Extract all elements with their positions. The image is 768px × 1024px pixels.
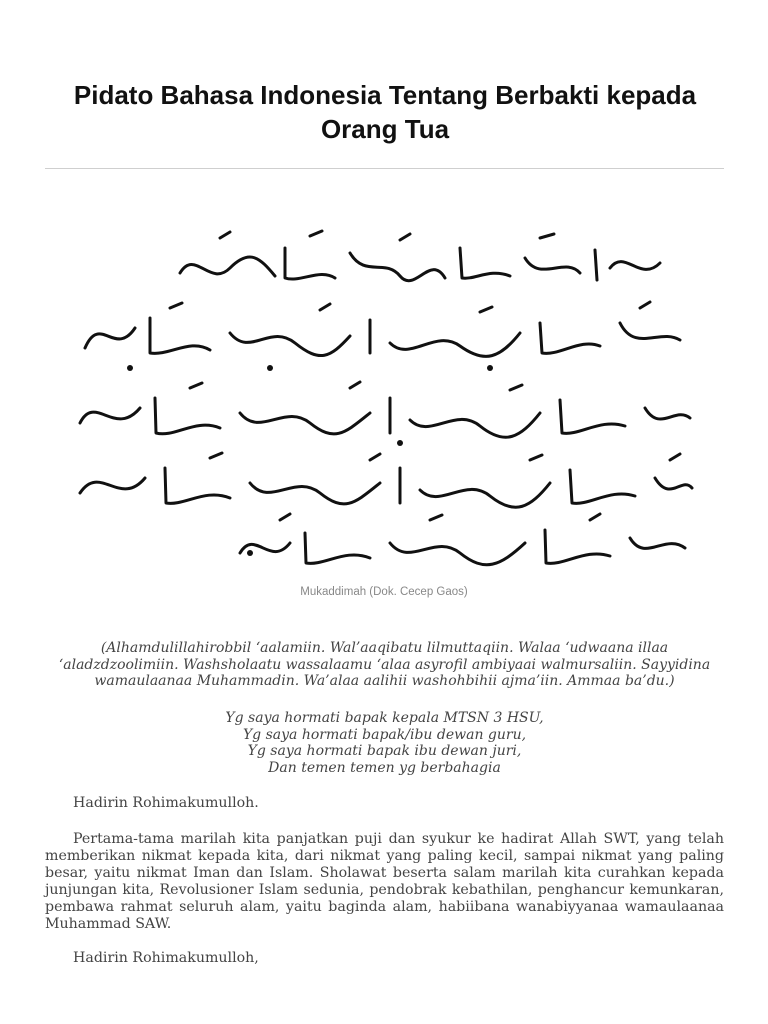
opening-transliteration: (Alhamdulillahirobbil ‘aalamiin. Wal’aaqibatu lilmuttaqiin. Walaa ‘udwaana illaa ‘aladzdzoolimiin. Washsholaatu wassalaamu ‘alaa asyrofil ambiyaai walmursaliin. Sayyidina wamaulaanaa Muhammadin. Wa’alaa aalihii washohbihii ajma’iin. Ammaa ba’du.) bbox=[58, 640, 711, 689]
greeting-line: Yg saya hormati bapak kepala MTSN 3 HSU, bbox=[225, 710, 544, 726]
title-divider bbox=[45, 168, 724, 169]
paragraph: Pertama-tama marilah kita panjatkan puji dan syukur ke hadirat Allah SWT, yang telah memberikan nikmat kepada kita, dari nikmat yang paling kecil, sampai nikmat yang paling besar, yaitu nikmat Iman dan Islam. Sholawat beserta salam marilah kita curahkan kepada junjungan kita, Revolusioner Islam sedunia, pendobrak kebathilan, penghancur kemunkaran, pembawa rahmat seluruh alam, yaitu baginda alam, habiibana wanabiyyanaa wamaulaanaa Muhammad SAW. bbox=[45, 831, 724, 932]
greeting-line: Yg saya hormati bapak ibu dewan juri, bbox=[247, 743, 522, 759]
greeting-line: Dan temen temen yg berbahagia bbox=[268, 759, 501, 776]
figure-caption: Mukaddimah (Dok. Cecep Gaos) bbox=[300, 586, 468, 598]
paragraph: Hadirin Rohimakumulloh. bbox=[73, 795, 259, 811]
greetings-block bbox=[45, 710, 724, 776]
mukaddimah-arabic-image bbox=[70, 228, 700, 578]
paragraph: Hadirin Rohimakumulloh, bbox=[73, 950, 259, 966]
article-title: Pidato Bahasa Indonesia Tentang Berbakti kepada Orang Tua bbox=[73, 80, 697, 144]
greeting-line: Yg saya hormati bapak/ibu dewan guru, bbox=[242, 726, 527, 743]
